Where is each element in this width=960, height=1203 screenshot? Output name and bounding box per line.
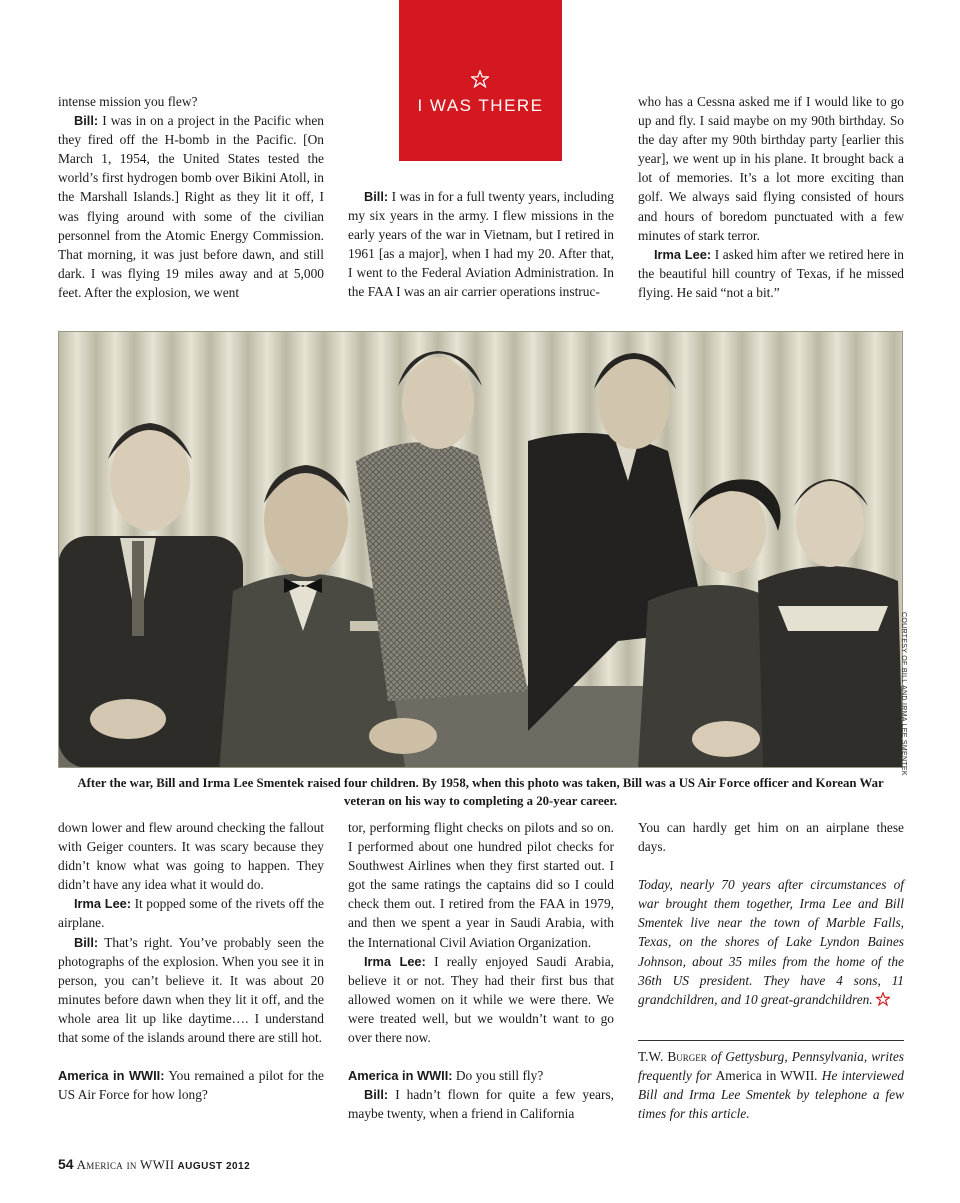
paragraph-text: I hadn’t flown for quite a few years, maybe twenty, when a friend in California [348,1087,614,1122]
speaker-label: America in WWII: [58,1068,165,1084]
family-photo-illustration [58,331,903,768]
speaker-label: Irma Lee: [364,953,426,969]
paragraph-text: I was in for a full twenty years, including my six years in the army. I flew missions in the early years of the war in Vietnam, but I retired in 1961 [as a major], when I had my 20. After that, I went to the Federal Aviation Administration. In the FAA I was an air carrier operations instruc- [348,189,614,300]
speaker-label: Bill: [364,189,389,204]
banner-title: I WAS THERE [417,96,544,115]
paragraph [348,952,614,1047]
paragraph-text: I was in on a project in the Pacific when they fired off the H-bomb in the Pacific. [On March 1, 1954, the United States tested the world’s first hydrogen bomb over Bikini Atoll, in the Marshall Islands.] Right as they lit it off, I was flying around with some of the civilian personnel from the Atomic Energy Commission. That morning, it was just before dawn, and still dark. I was flying 19 miles away and at 5,000 feet. After the explosion, we went [58,113,324,300]
paragraph-text: intense mission you flew? [58,94,198,109]
page-number: 54 [58,1156,74,1172]
footer-issue: AUGUST 2012 [177,1161,251,1172]
magazine-name: America in WWII [715,1068,815,1084]
page-footer [58,1156,250,1173]
paragraph [58,818,324,894]
paragraph [638,245,904,302]
paragraph-text: Do you still fly? [452,1068,544,1084]
paragraph [58,894,324,932]
bio-divider [638,1040,904,1041]
speaker-label: Irma Lee: [74,896,132,912]
paragraph-text: down lower and flew around checking the fallout with Geiger counters. It was scary because they didn’t know what was going to happen. They didn’t have any idea what it would do. [58,820,324,893]
column-3-bottom [638,818,904,1009]
paragraph-text: tor, performing flight checks on pilots and so on. I performed about one hundred pilot checks for Southwest Airlines when they first started out. I got the same ratings the captains did so I could check them out. I retired from the FAA in 1979, and then we spent a year in Saudi Arabia, with the International Civil Aviation Organization. [348,820,614,950]
paragraph-text: I really enjoyed Saudi Arabia, believe it or not. They had their first bus that allowed women on it while we were there. We were treated well, but we wouldn’t want to go over there now. [348,953,614,1046]
author-bio: T.W. Burger of Gettysburg, Pennsylvania, writes frequently for America in WWII. He interviewed Bill and Irma Lee Smentek by telephone a few times for this article. [638,1049,904,1122]
paragraph [348,1066,614,1085]
speaker-label: Irma Lee: [654,246,712,262]
speaker-label: Bill: [74,934,99,950]
column-1-bottom [58,818,324,1104]
paragraph [348,818,614,952]
paragraph-text: It popped some of the rivets off the airplane. [58,896,324,931]
paragraph-text: I asked him after we retired here in the beautiful hill country of Texas, if he missed flying. He said “not a bit.” [638,246,904,300]
paragraph-text: That’s right. You’ve probably seen the photographs of the explosion. When you see it in person, you can’t believe it. It was about 20 minutes before dawn when they lit it off, and the whole area lit up like daytime…. I understand that some of the islands around there are still hot. [58,934,324,1046]
paragraph [348,187,614,302]
paragraph [58,111,324,302]
speaker-label: Bill: [364,1087,389,1103]
column-3-top [638,92,904,302]
paragraph [638,818,904,856]
star-icon [471,70,489,88]
speaker-label: America in WWII: [348,1068,453,1084]
paragraph-text: You remained a pilot for the US Air Force for how long? [58,1068,324,1103]
paragraph-text: You can hardly get him on an airplane these days. [638,820,904,855]
footer-magazine: America in WWII [76,1157,175,1172]
paragraph [58,933,324,1048]
photo-credit: COURTESY OF BILL AND IRMA LEE SMENTEK [900,612,907,776]
epilogue: Today, nearly 70 years after circumstances of war brought them together, Irma Lee and Bill Smentek live near the town of Marble Falls, Texas, on the shores of Lake Lyndon Baines Johnson, about 35 miles from the home of the 36th US president. They have 4 sons, 11 grandchildren, and 10 great-grandchildren. [638,877,904,1007]
paragraph [58,92,324,111]
section-banner [399,0,562,161]
speaker-label: Bill: [74,113,99,129]
column-1-top [58,92,324,302]
paragraph [638,92,904,245]
column-2-bottom [348,818,614,1123]
paragraph [348,1085,614,1123]
paragraph [58,1066,324,1104]
author-name: T.W. Burger [638,1049,707,1064]
family-photo [58,331,903,768]
end-star-icon [876,992,890,1006]
photo-caption: After the war, Bill and Irma Lee Smentek raised four children. By 1958, when this photo was taken, Bill was a US Air Force officer and Korean War veteran on his way to completing a 20-year career. [77,776,884,808]
paragraph-text: who has a Cessna asked me if I would like to go up and fly. I said maybe on my 90th birthday. So the day after my 90th birthday party [earlier this year], we went up in his plane. It brought back a lot of memories. It’s a lot more exciting than golf. We always said flying consisted of hours and hours of boredom punctuated with a few minutes of stark terror. [638,94,904,243]
column-2-top [348,187,614,302]
